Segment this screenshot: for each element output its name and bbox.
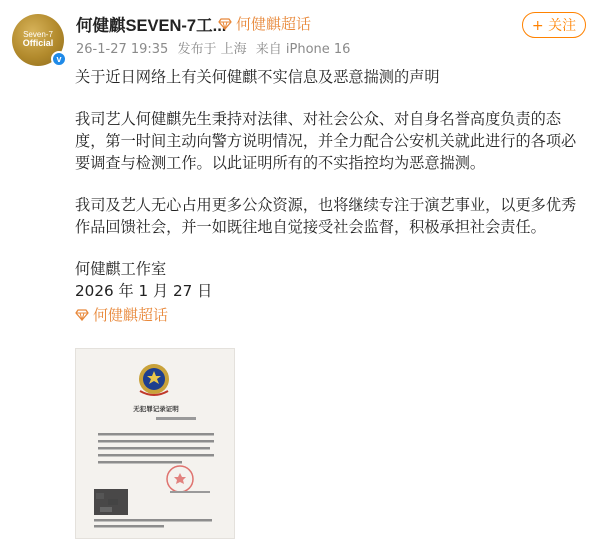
document-illustration xyxy=(76,349,235,539)
document-title: 无犯罪记录证明 xyxy=(133,405,179,413)
post-device: 来自 iPhone 16 xyxy=(255,42,351,57)
post-paragraph-1: 我司艺人何健麒先生秉持对法律、对社会公众、对自身名誉高度负责的态度，第一时间主动向警方说明情况，并全力配合公安机关就此进行的各项必要调查与检测工作。以此证明所有的不实指控均为恶意揣测。 xyxy=(75,110,577,172)
author-name[interactable]: 何健麒SEVEN-7工... xyxy=(76,17,227,35)
post-location: 发布于 上海 xyxy=(177,42,247,57)
attached-document-image[interactable] xyxy=(75,348,235,539)
super-topic-tag[interactable] xyxy=(218,13,311,34)
verified-badge-icon: v xyxy=(51,51,67,67)
avatar-text-bottom: Official xyxy=(22,38,54,49)
topic-link-label: 何健麒超话 xyxy=(93,306,169,324)
diamond-icon xyxy=(218,18,232,30)
post-title: 关于近日网络上有关何健麒不实信息及恶意揣测的声明 xyxy=(75,68,440,86)
diamond-icon xyxy=(75,309,89,321)
post-content xyxy=(75,66,590,326)
topic-link[interactable] xyxy=(75,304,590,326)
post-signature: 何健麒工作室 xyxy=(75,260,167,278)
follow-button[interactable]: + 关注 xyxy=(522,12,586,38)
post-timestamp: 26-1-27 19:35 xyxy=(76,42,169,57)
post-meta xyxy=(76,38,355,57)
post-paragraph-2: 我司及艺人无心占用更多公众资源，也将继续专注于演艺事业，以更多优秀作品回馈社会，并一如既往地自觉接受社会监督，积极承担社会责任。 xyxy=(75,196,577,236)
post-date: 2026 年 1 月 27 日 xyxy=(75,282,213,300)
super-topic-label: 何健麒超话 xyxy=(236,15,312,33)
avatar-text-top: Seven-7 xyxy=(23,30,53,40)
